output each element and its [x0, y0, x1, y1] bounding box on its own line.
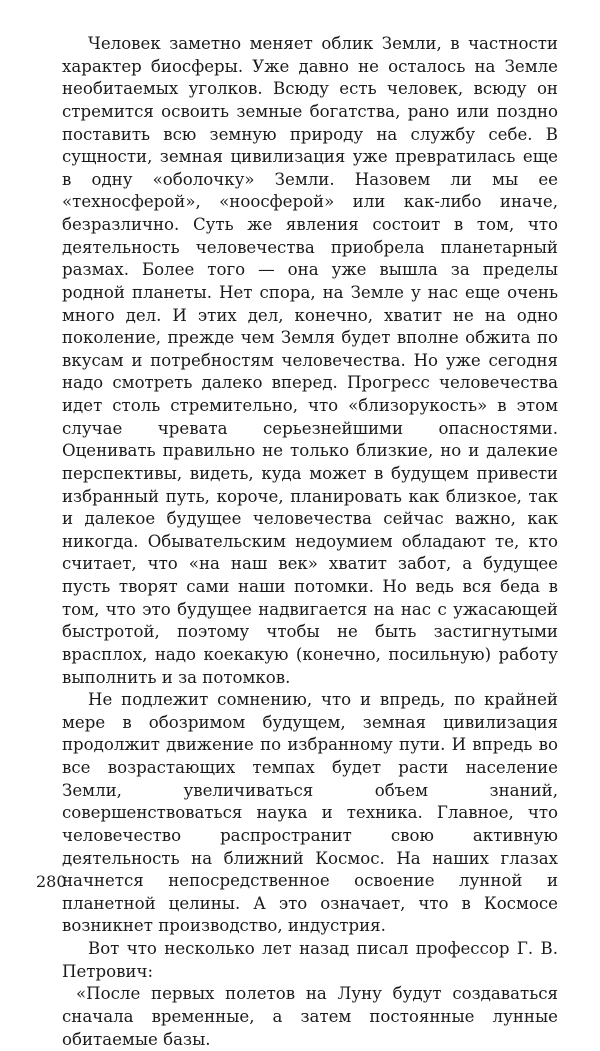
quote-paragraph: «После первых полетов на Луну будут создаваться сначала временные, а затем постоянные лунные обитаемые базы. [62, 984, 558, 1049]
paragraph-1: Человек заметно меняет облик Земли, в частности характер биосферы. Уже давно не осталось на Земле необитаемых уголков. Всюду есть человек, всюду он стремится освоить земные богатства, рано или поздно поставить всю земную природу на службу себе. В сущности, земная цивилизация уже превратилась еще в одну «оболочку» Земли. Назовем ли мы ее «техносферой», «ноосферой» или как-либо иначе, безразлично. Суть же явления состоит в том, что деятельность человечества приобрела планетарный размах. Более того — она уже вышла за пределы родной планеты. Нет спора, на Земле у нас еще очень много дел. И этих дел, конечно, хватит не на одно поколение, прежде чем Земля будет вполне обжита по вкусам и потребностям человечества. Но уже сегодня надо смотреть далеко вперед. Прогресс человечества идет столь стремительно, что «близорукость» в этом случае чревата серьезнейшими опасностями. Оценивать правильно не только близкие, но и далекие перспективы, видеть, куда может в будущем привести избранный путь, короче, планировать как близкое, так и далекое будущее человечества сейчас важно, как никогда. Обывательским недоумием обладают те, кто считает, что «на наш век» хватит забот, а будущее пусть творят сами наши потомки. Но ведь вся беда в том, что это будущее надвигается на нас с ужасающей быстротой, поэтому чтобы не быть застигнутыми врасплох, надо коекакую (конечно, посильную) работу выполнить и за потомков. [62, 34, 558, 687]
paragraph-2: Не подлежит сомнению, что и впредь, по крайней мере в обозримом будущем, земная цивилизация продолжит движение по избранному пути. И впредь во все возрастающих темпах будет расти население Земли, увеличиваться объем знаний, совершенствоваться наука и техника. Главное, что человечество распространит свою активную деятельность на ближний Космос. На наших глазах начнется непосредственное освоение лунной и планетной целины. А это означает, что в Космосе возникнет производство, индустрия. [62, 690, 558, 936]
paragraph-3: Вот что несколько лет назад писал профессор Г. В. Петрович: [62, 939, 558, 981]
body-text [62, 33, 558, 1051]
page-number: 280 [36, 872, 67, 891]
